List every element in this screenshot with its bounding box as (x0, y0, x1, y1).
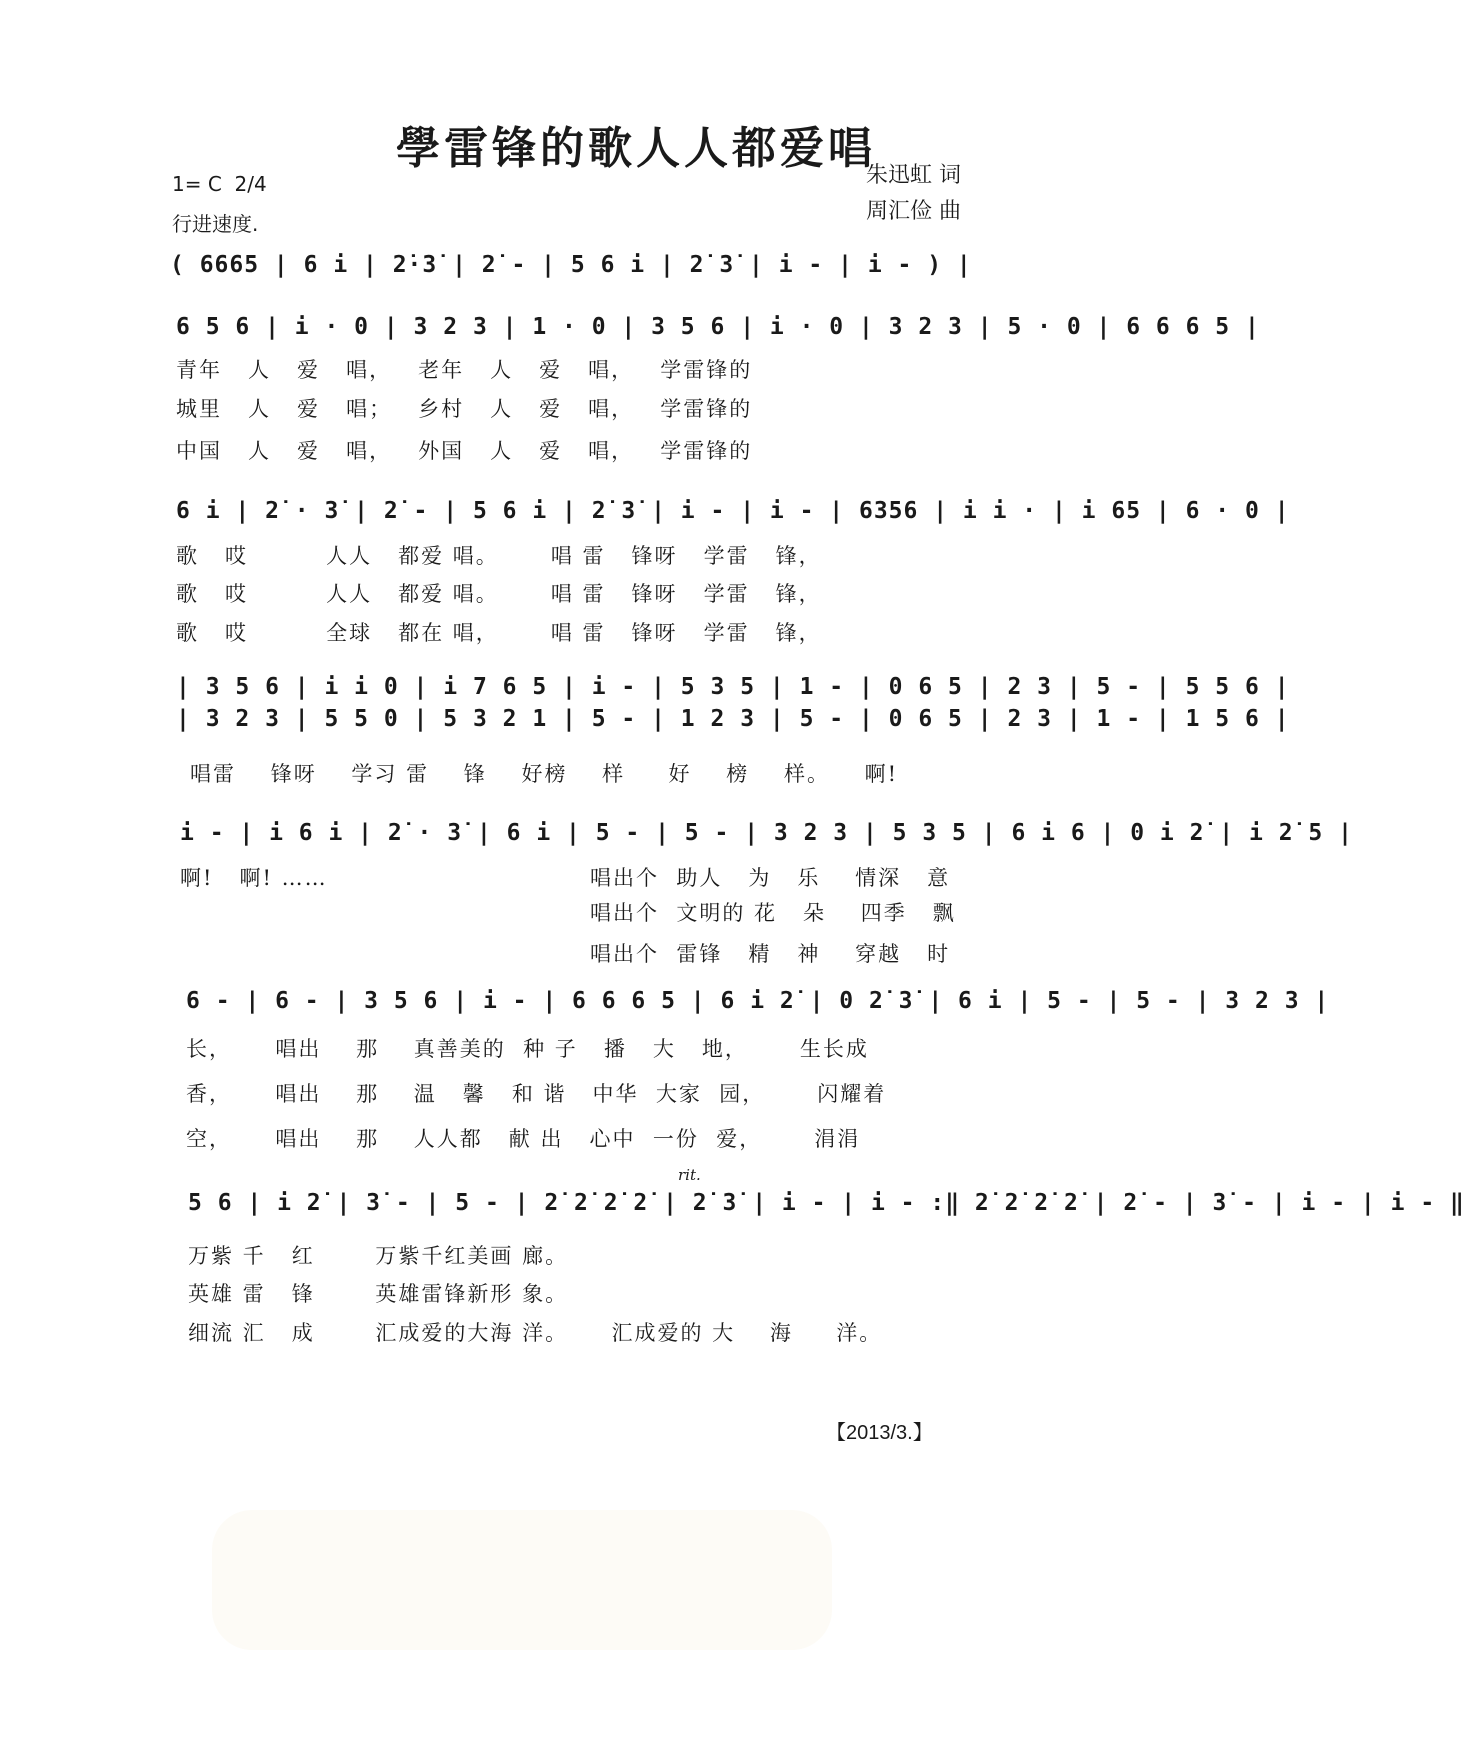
lyric-row-5-verse-2: 香， 唱出 那 温 馨 和 谐 中华 大家 园， 闪耀着 (186, 1082, 887, 1106)
lyricist-credit: 朱迅虹 词 (866, 163, 961, 188)
notes-row-6: 5 6 | i 2̇ | 3̇ - | 5 - | 2̇ 2̇ 2̇ 2̇ | 2̇ 3̇ | i - | i - :‖ 2̇ 2̇ 2̇ 2̇ | 2̇ - | 3̇ - | i - | i - ‖ (188, 1190, 1465, 1216)
date-stamp: 【2013/3.】 (826, 1422, 933, 1444)
lyric-row-5-verse-3: 空， 唱出 那 人人都 献 出 心中 一份 爱， 涓涓 (186, 1127, 861, 1151)
lyric-row-2-verse-3: 歌 哎 全球 都在 唱， 唱 雷 锋呀 学雷 锋， (176, 621, 822, 645)
lyric-row-1-verse-3: 中国 人 爱 唱， 外国 人 爱 唱， 学雷锋的 (176, 439, 753, 463)
notes-row-1: 6 5 6 | i · 0 | 3 2 3 | 1 · 0 | 3 5 6 | i · 0 | 3 2 3 | 5 · 0 | 6 6 6 5 | (176, 314, 1260, 340)
lyric-row-1-verse-2: 城里 人 爱 唱； 乡村 人 爱 唱， 学雷锋的 (176, 397, 753, 421)
composer-credit: 周汇俭 曲 (866, 199, 961, 224)
notes-row-3-lower: | 3 2 3 | 5 5 0 | 5 3 2 1 | 5 - | 1 2 3 | 5 - | 0 6 5 | 2 3 | 1 - | 1 5 6 | (176, 706, 1290, 732)
paper-blemish (212, 1510, 832, 1650)
lyric-row-4-verse-1: 唱出个 助人 为 乐 情深 意 (590, 866, 951, 890)
notes-row-5: 6 - | 6 - | 3 5 6 | i - | 6 6 6 5 | 6 i 2̇ | 0 2̇ 3̇ | 6 i | 5 - | 5 - | 3 2 3 | (186, 988, 1330, 1014)
tempo-marking: 行进速度. (172, 212, 259, 236)
lyric-row-5-verse-1: 长， 唱出 那 真善美的 种 子 播 大 地， 生长成 (186, 1037, 869, 1061)
lyric-row-6-verse-1: 万紫 千 红 万紫千红美画 廊。 (188, 1244, 569, 1268)
lyric-row-2-verse-1: 歌 哎 人人 都爱 唱。 唱 雷 锋呀 学雷 锋， (176, 544, 822, 568)
ritardando-mark: rit. (678, 1166, 701, 1184)
notes-row-3-upper: | 3 5 6 | i i 0 | i 7 6 5 | i - | 5 3 5 | 1 - | 0 6 5 | 2 3 | 5 - | 5 5 6 | (176, 674, 1290, 700)
intro-notes: ( 6665 | 6 i | 2̇·3̇ | 2̇ - | 5 6 i | 2̇ 3̇ | i - | i - ) | (170, 252, 972, 278)
song-title: 學雷锋的歌人人都爱唱 (396, 123, 876, 174)
lyric-row-4-verse-2: 唱出个 文明的 花 朵 四季 飘 (590, 901, 956, 925)
lyric-row-2-verse-2: 歌 哎 人人 都爱 唱。 唱 雷 锋呀 学雷 锋， (176, 582, 822, 606)
lyric-row-1-verse-1: 青年 人 爱 唱， 老年 人 爱 唱， 学雷锋的 (176, 358, 753, 382)
lyric-row-6-verse-3: 细流 汇 成 汇成爱的大海 洋。 汇成爱的 大 海 洋。 (188, 1321, 883, 1345)
lyric-row-6-verse-2: 英雄 雷 锋 英雄雷锋新形 象。 (188, 1282, 569, 1306)
key-signature: 1= C 2/4 (172, 172, 267, 196)
lyric-row-4-verse-3: 唱出个 雷锋 精 神 穿越 时 (590, 942, 951, 966)
notes-row-2: 6 i | 2̇ · 3̇ | 2̇ - | 5 6 i | 2̇ 3̇ | i - | i - | 6356 | i i · | i 65 | 6 · 0 | (176, 498, 1290, 524)
lyric-row-4-lead: 啊! 啊! …… (180, 866, 328, 890)
notes-row-4: i - | i 6 i | 2̇ · 3̇ | 6 i | 5 - | 5 - | 3 2 3 | 5 3 5 | 6 i 6 | 0 i 2̇ | i 2̇ 5 | (180, 820, 1353, 846)
lyric-row-3: 唱雷 锋呀 学习 雷 锋 好榜 样 好 榜 样。 啊! (190, 762, 899, 786)
